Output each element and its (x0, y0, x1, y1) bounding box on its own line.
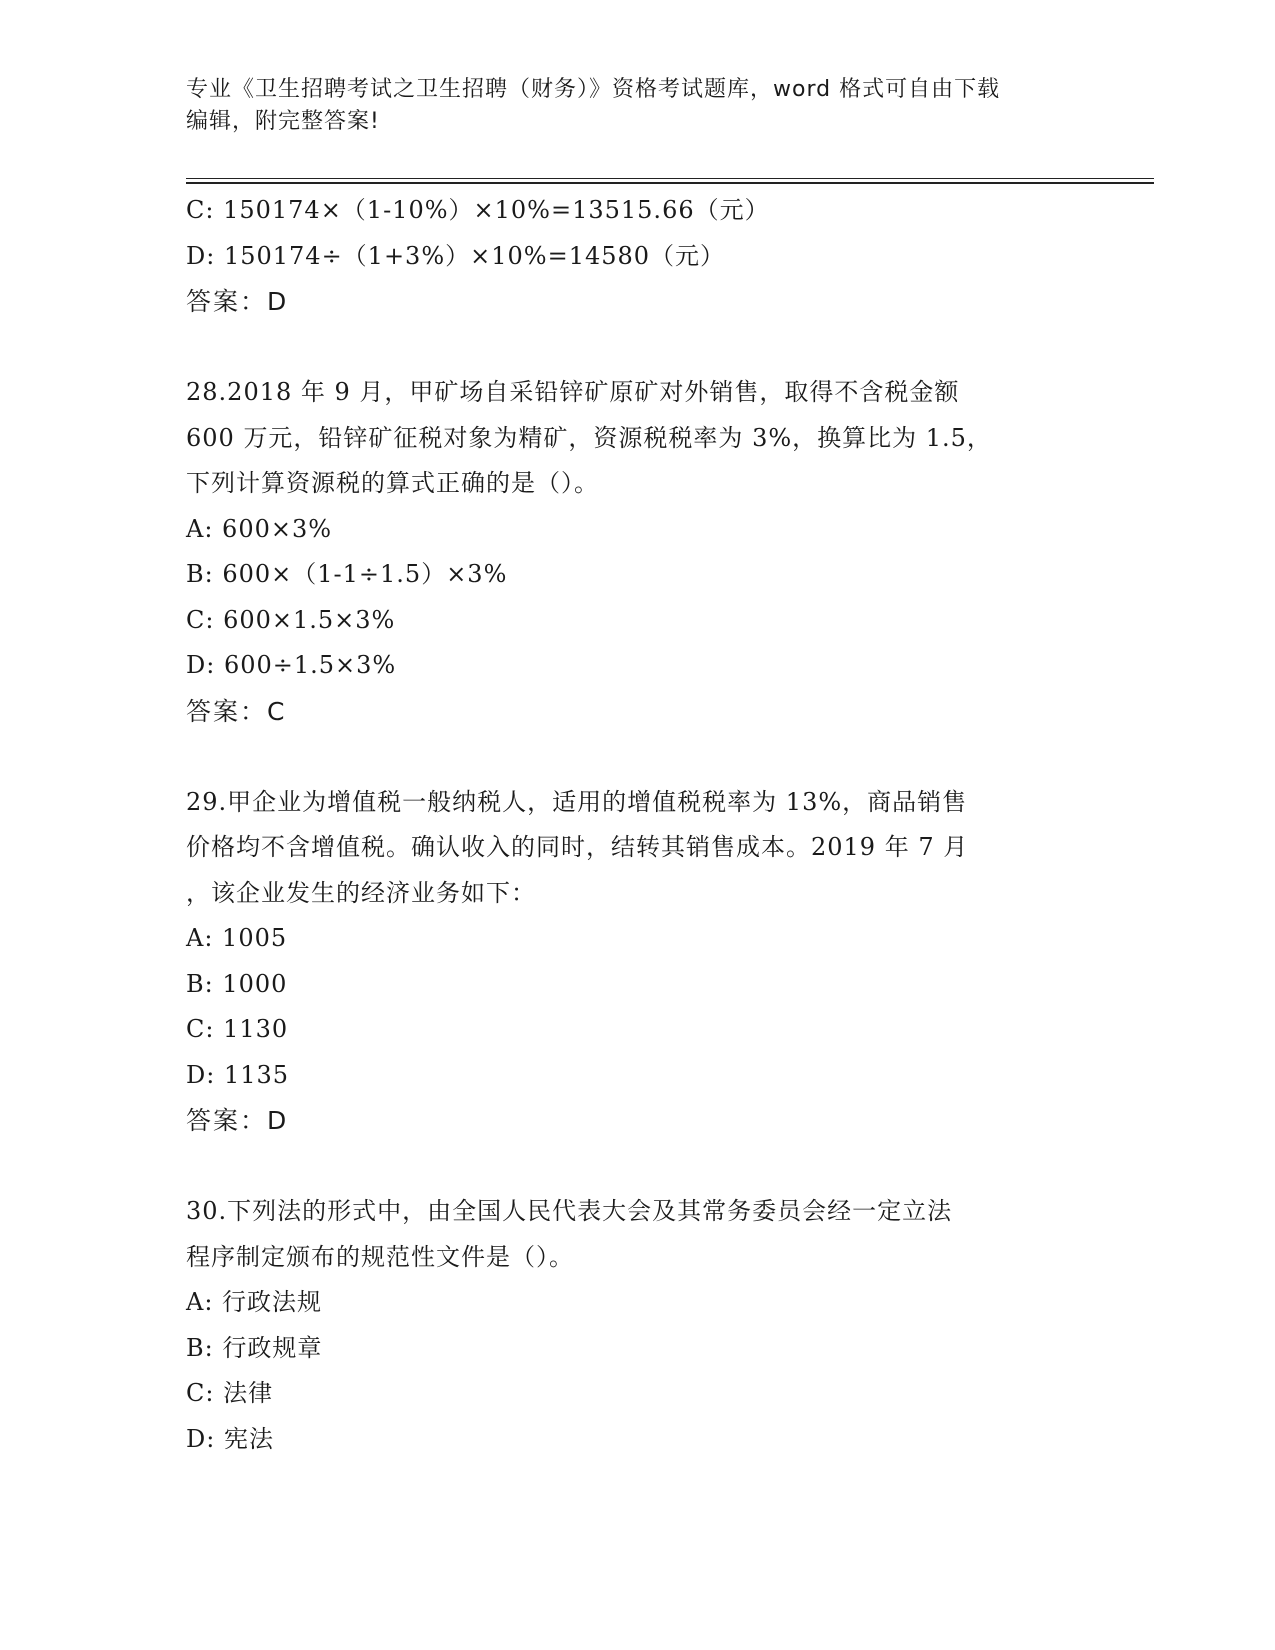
option-a: A: 行政法规 (186, 1288, 323, 1316)
question-text-line: 下列计算资源税的算式正确的是（）。 (186, 469, 599, 497)
question-29 (186, 780, 1086, 1144)
option-b: B: 600×（1-1÷1.5）×3% (186, 560, 508, 588)
option-c: C: 150174×（1-10%）×10%=13515.66（元） (186, 196, 770, 224)
question-text-line: 600 万元，铅锌矿征税对象为精矿，资源税税率为 3%，换算比为 1.5， (186, 423, 992, 452)
previous-question-tail (186, 188, 1086, 325)
question-28 (186, 370, 1086, 734)
spacer (186, 325, 1086, 371)
option-c: C: 1130 (186, 1015, 289, 1043)
answer-line: 答案：C (186, 696, 287, 726)
document-header (186, 74, 1086, 138)
question-text-line: 价格均不含增值税。确认收入的同时，结转其销售成本。2019 年 7 月 (186, 833, 969, 861)
option-c: C: 600×1.5×3% (186, 605, 396, 634)
option-a: A: 600×3% (186, 514, 333, 543)
header-divider-thin (186, 178, 1154, 179)
option-b: B: 1000 (186, 969, 288, 998)
header-title-line-2: 编辑，附完整答案! (186, 109, 380, 134)
header-title-line-1: 专业《卫生招聘考试之卫生招聘（财务）》资格考试题库，word 格式可自由下载 (186, 77, 1001, 102)
option-d: D: 1135 (186, 1060, 290, 1089)
question-30 (186, 1189, 1086, 1462)
question-text-line: 程序制定颁布的规范性文件是（）。 (186, 1242, 574, 1271)
option-b: B: 行政规章 (186, 1333, 323, 1362)
question-text-line: 28.2018 年 9 月，甲矿场自采铅锌矿原矿对外销售，取得不含税金额 (186, 378, 960, 406)
question-text-line: ，该企业发生的经济业务如下： (186, 878, 536, 907)
question-content (186, 188, 1086, 1462)
answer-line: 答案：D (186, 1106, 289, 1135)
answer-line: 答案：D (186, 287, 289, 316)
option-c: C: 法律 (186, 1379, 274, 1407)
option-d: D: 宪法 (186, 1424, 274, 1453)
spacer (186, 734, 1086, 780)
question-text-line: 30.下列法的形式中，由全国人民代表大会及其常务委员会经一定立法 (186, 1197, 953, 1225)
option-a: A: 1005 (186, 924, 288, 952)
option-d: D: 150174÷（1+3%）×10%=14580（元） (186, 241, 726, 270)
header-divider-thick (186, 182, 1154, 184)
spacer (186, 1144, 1086, 1190)
question-text-line: 29.甲企业为增值税一般纳税人，适用的增值税税率为 13%，商品销售 (186, 787, 968, 816)
option-d: D: 600÷1.5×3% (186, 651, 397, 679)
